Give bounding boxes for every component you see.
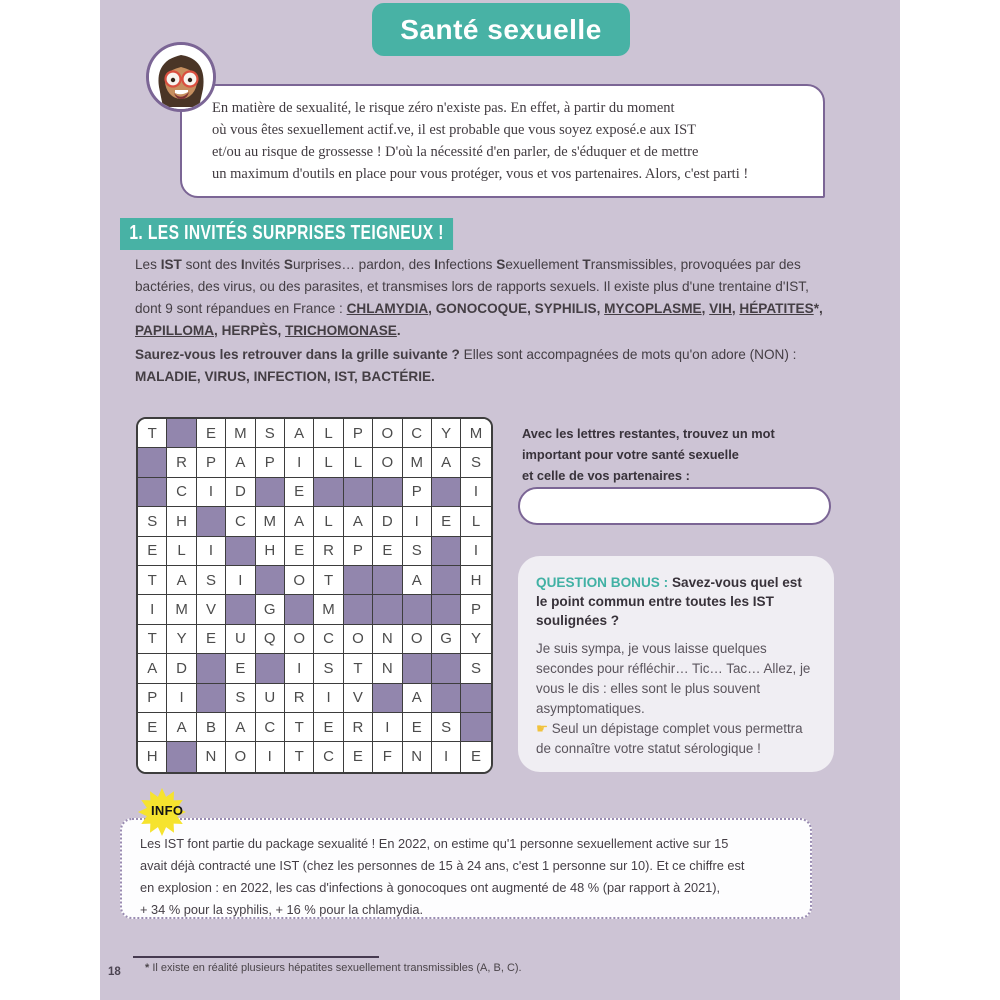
grid-cell: V	[344, 684, 373, 713]
grid-cell: I	[461, 478, 490, 507]
grid-cell: I	[226, 566, 255, 595]
grid-cell: T	[344, 654, 373, 683]
grid-cell-shaded	[344, 595, 373, 624]
grid-cell: C	[314, 742, 343, 771]
grid-cell: N	[403, 742, 432, 771]
grid-cell: C	[167, 478, 196, 507]
grid-cell: P	[403, 478, 432, 507]
grid-cell: I	[403, 507, 432, 536]
grid-cell: I	[197, 537, 226, 566]
grid-cell: V	[197, 595, 226, 624]
grid-cell-shaded	[226, 537, 255, 566]
grid-cell-shaded	[432, 478, 461, 507]
grid-cell: H	[256, 537, 285, 566]
page-title-banner	[372, 3, 630, 56]
grid-cell: G	[256, 595, 285, 624]
grid-cell: S	[197, 566, 226, 595]
grid-cell: E	[373, 537, 402, 566]
grid-cell-shaded	[226, 595, 255, 624]
magazine-page	[100, 0, 900, 1000]
grid-cell: A	[432, 448, 461, 477]
grid-cell: A	[226, 448, 255, 477]
grid-cell: A	[167, 566, 196, 595]
grid-cell: C	[403, 419, 432, 448]
grid-cell: I	[138, 595, 167, 624]
grid-cell: D	[167, 654, 196, 683]
grid-cell: L	[314, 507, 343, 536]
grid-cell: C	[256, 713, 285, 742]
grid-cell: M	[314, 595, 343, 624]
grid-cell: T	[138, 566, 167, 595]
grid-cell: I	[461, 537, 490, 566]
grid-cell: A	[167, 713, 196, 742]
bonus-question-title: QUESTION BONUS : Savez-vous quel est le point commun entre toutes les IST soulignées ?	[536, 575, 802, 628]
grid-cell: A	[285, 507, 314, 536]
grid-cell: T	[285, 742, 314, 771]
grid-cell: P	[138, 684, 167, 713]
grid-cell: A	[226, 713, 255, 742]
grid-cell: A	[344, 507, 373, 536]
grid-cell: S	[314, 654, 343, 683]
grid-cell: I	[373, 713, 402, 742]
grid-cell: I	[285, 654, 314, 683]
grid-cell: O	[285, 625, 314, 654]
grid-cell: L	[314, 448, 343, 477]
grid-cell-shaded	[138, 448, 167, 477]
grid-cell: R	[344, 713, 373, 742]
grid-cell: E	[197, 625, 226, 654]
grid-cell-shaded	[138, 478, 167, 507]
grid-cell: I	[285, 448, 314, 477]
grid-cell: S	[256, 419, 285, 448]
grid-cell-shaded	[373, 595, 402, 624]
grid-cell: D	[373, 507, 402, 536]
grid-cell: N	[373, 654, 402, 683]
grid-cell: H	[138, 742, 167, 771]
grid-cell: D	[226, 478, 255, 507]
grid-cell: C	[314, 625, 343, 654]
intro-text: En matière de sexualité, le risque zéro n'existe pas. En effet, à partir du moment où vous êtes sexuellement actif.ve, il est probable que vous soyez exposé.e aux IST et/ou au risque de grossesse ! D'où la nécessité d'en parler, de s'éduquer et de mettre un maximum d'outils en place pour vous protéger, vous et vos partenaires. Alors, c'est parti !	[212, 100, 749, 182]
avatar-illustration	[149, 45, 213, 109]
grid-cell: T	[138, 419, 167, 448]
grid-cell: P	[256, 448, 285, 477]
info-box	[120, 818, 812, 919]
grid-cell: O	[373, 419, 402, 448]
grid-cell: L	[461, 507, 490, 536]
grid-cell-shaded	[403, 595, 432, 624]
grid-cell: S	[461, 654, 490, 683]
grid-cell: I	[197, 478, 226, 507]
grid-cell: P	[197, 448, 226, 477]
grid-cell: G	[432, 625, 461, 654]
grid-cell: Y	[461, 625, 490, 654]
grid-cell: O	[226, 742, 255, 771]
grid-cell: S	[461, 448, 490, 477]
grid-cell: M	[403, 448, 432, 477]
grid-cell: H	[167, 507, 196, 536]
presenter-avatar	[146, 42, 216, 112]
info-text: Les IST font partie du package sexualité ! En 2022, on estime qu'1 personne sexuellement active sur 15 avait déjà contracté une IST (chez les personnes de 15 à 24 ans, c'est 1 personne sur 10). Et ce chiffre est en explosion : en 2022, les cas d'infections à gonocoques ont augmenté de 48 % (par rapport à 2021), + 34 % pour la syphilis, + 16 % pour la chlamydia.	[140, 836, 745, 917]
grid-cell: T	[285, 713, 314, 742]
grid-cell-shaded	[256, 478, 285, 507]
grid-cell: N	[373, 625, 402, 654]
grid-cell: E	[344, 742, 373, 771]
grid-cell: P	[461, 595, 490, 624]
grid-cell: S	[432, 713, 461, 742]
grid-cell-shaded	[373, 684, 402, 713]
grid-cell: E	[285, 537, 314, 566]
grid-cell-shaded	[167, 742, 196, 771]
grid-cell: Q	[256, 625, 285, 654]
grid-cell: M	[256, 507, 285, 536]
grid-cell: I	[167, 684, 196, 713]
grid-cell-shaded	[197, 684, 226, 713]
info-badge-label: INFO	[151, 803, 184, 818]
remaining-letters-prompt: Avec les lettres restantes, trouvez un mot important pour votre santé sexuelle et celle de vos partenaires :	[522, 426, 775, 483]
grid-cell: S	[403, 537, 432, 566]
grid-cell: O	[403, 625, 432, 654]
bonus-question-box	[518, 556, 834, 772]
grid-cell: N	[197, 742, 226, 771]
footnote-divider	[133, 956, 379, 958]
grid-cell: E	[138, 537, 167, 566]
grid-cell-shaded	[461, 684, 490, 713]
grid-cell: R	[314, 537, 343, 566]
grid-cell: F	[373, 742, 402, 771]
grid-cell: S	[226, 684, 255, 713]
grid-cell: P	[344, 419, 373, 448]
grid-cell: O	[344, 625, 373, 654]
grid-cell-shaded	[432, 537, 461, 566]
grid-cell: E	[461, 742, 490, 771]
page-title: Santé sexuelle	[400, 13, 602, 45]
grid-cell: E	[138, 713, 167, 742]
grid-cell-shaded	[167, 419, 196, 448]
grid-cell: S	[138, 507, 167, 536]
bonus-question-body: Je suis sympa, je vous laisse quelques secondes pour réfléchir… Tic… Tac… Allez, je vous le dis : elles sont le plus souvent asymptomatiques.	[536, 641, 811, 716]
grid-cell: O	[373, 448, 402, 477]
grid-cell: A	[403, 566, 432, 595]
grid-cell: M	[167, 595, 196, 624]
grid-cell: A	[138, 654, 167, 683]
grid-cell: M	[461, 419, 490, 448]
grid-cell: Y	[432, 419, 461, 448]
grid-cell: O	[285, 566, 314, 595]
section-heading: 1. LES INVITÉS SURPRISES TEIGNEUX !	[120, 218, 453, 250]
grid-cell: I	[314, 684, 343, 713]
grid-cell-shaded	[285, 595, 314, 624]
grid-cell: Y	[167, 625, 196, 654]
instructions-paragraph: Saurez-vous les retrouver dans la grille suivante ? Elles sont accompagnées de mots qu'on adore (NON) : MALADIE, VIRUS, INFECTION, IST, BACTÉRIE.	[135, 347, 797, 384]
grid-cell: T	[314, 566, 343, 595]
grid-cell: E	[432, 507, 461, 536]
grid-cell: U	[226, 625, 255, 654]
grid-cell-shaded	[373, 566, 402, 595]
grid-cell: U	[256, 684, 285, 713]
grid-cell-shaded	[256, 566, 285, 595]
grid-cell-shaded	[432, 566, 461, 595]
bonus-pointer-line: ☛ Seul un dépistage complet vous permettra de connaître votre statut sérologique !	[536, 721, 803, 756]
grid-cell: E	[403, 713, 432, 742]
grid-cell-shaded	[314, 478, 343, 507]
grid-cell-shaded	[432, 595, 461, 624]
grid-cell-shaded	[373, 478, 402, 507]
grid-cell: A	[285, 419, 314, 448]
word-grid	[136, 417, 493, 774]
footnote-text: * Il existe en réalité plusieurs hépatites sexuellement transmissibles (A, B, C).	[145, 962, 522, 974]
grid-cell: P	[344, 537, 373, 566]
grid-cell: E	[226, 654, 255, 683]
intro-speech-bubble	[180, 84, 825, 198]
pointing-finger-icon: ☛	[536, 721, 552, 736]
grid-cell-shaded	[197, 654, 226, 683]
grid-cell: M	[226, 419, 255, 448]
grid-cell: E	[285, 478, 314, 507]
grid-cell-shaded	[197, 507, 226, 536]
grid-cell-shaded	[403, 654, 432, 683]
intro-paragraph: Les IST sont des Invités Surprises… pardon, des Infections Sexuellement Transmissibles, provoquées par des bactéries, des virus, ou des parasites, et transmises lors de rapports sexuels. Il existe plus d'une trentaine d'IST, dont 9 sont répandues en France : CHLAMYDIA, GONOCOQUE, SYPHILIS, MYCOPLASME, VIH, HÉPATITES*, PAPILLOMA, HERPÈS, TRICHOMONASE.	[135, 257, 823, 338]
grid-cell: A	[403, 684, 432, 713]
grid-cell-shaded	[344, 566, 373, 595]
grid-cell-shaded	[461, 713, 490, 742]
grid-cell-shaded	[432, 654, 461, 683]
grid-cell: E	[314, 713, 343, 742]
grid-cell: C	[226, 507, 255, 536]
page-number: 18	[108, 966, 121, 978]
answer-input[interactable]	[518, 487, 831, 525]
grid-cell: R	[167, 448, 196, 477]
grid-cell: L	[344, 448, 373, 477]
grid-cell: H	[461, 566, 490, 595]
grid-cell-shaded	[344, 478, 373, 507]
grid-cell: L	[167, 537, 196, 566]
grid-cell: E	[197, 419, 226, 448]
grid-cell: T	[138, 625, 167, 654]
grid-cell-shaded	[432, 684, 461, 713]
grid-cell-shaded	[256, 654, 285, 683]
grid-cell: B	[197, 713, 226, 742]
grid-cell: R	[285, 684, 314, 713]
grid-cell: I	[256, 742, 285, 771]
grid-cell: I	[432, 742, 461, 771]
grid-cell: L	[314, 419, 343, 448]
